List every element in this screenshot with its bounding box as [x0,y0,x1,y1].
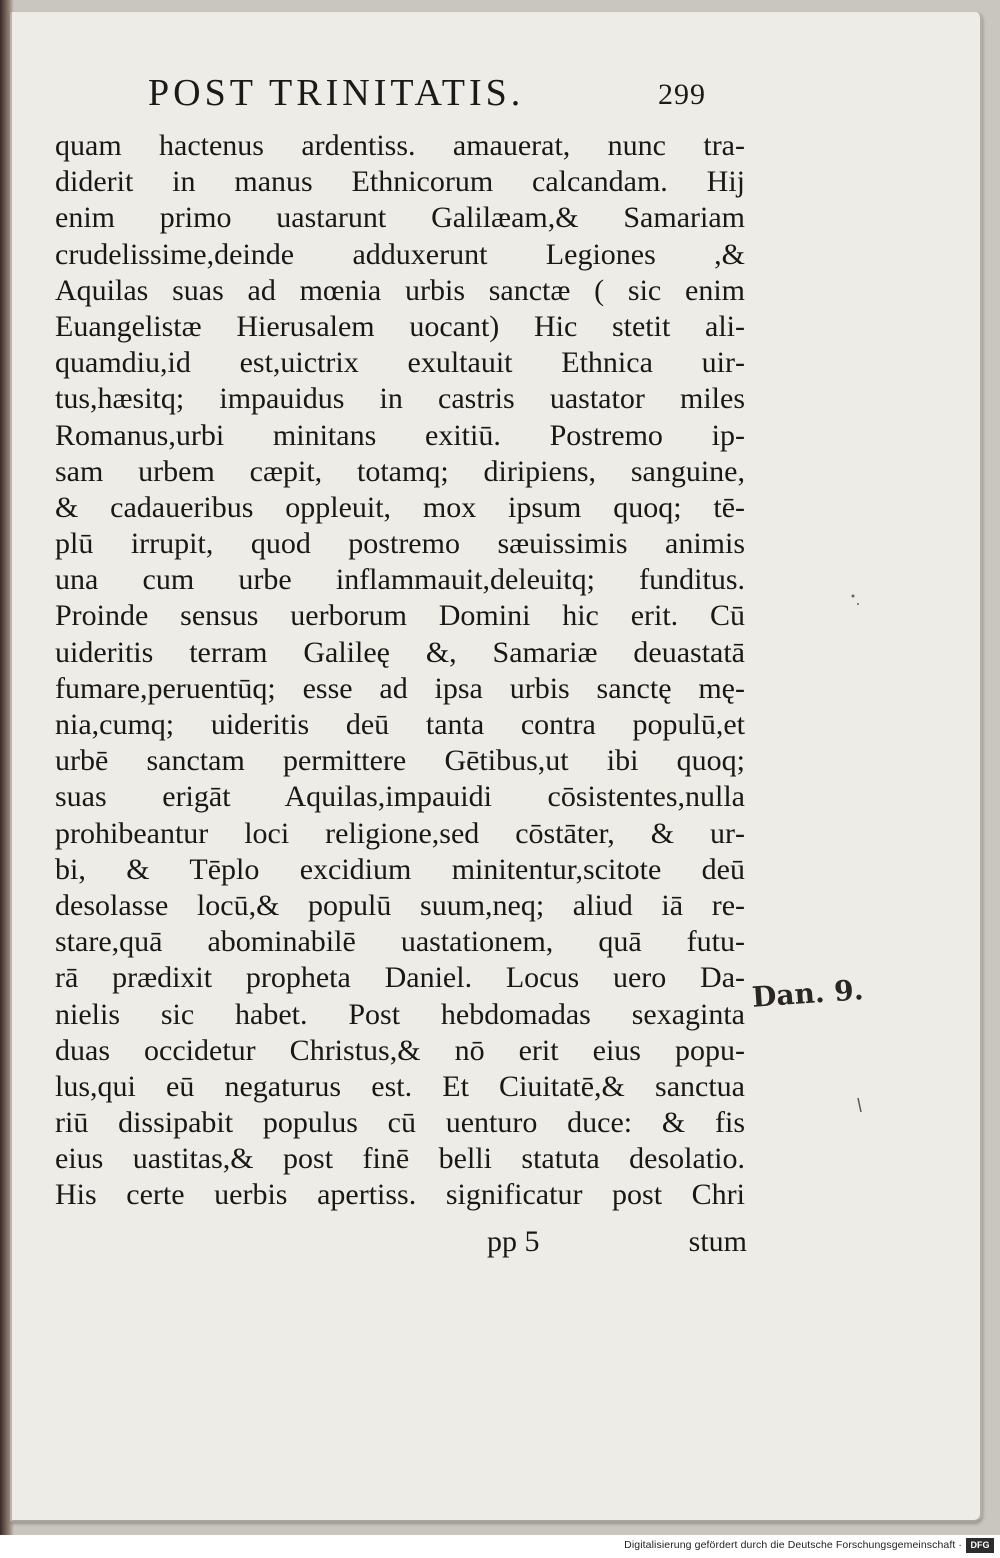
speck [857,603,859,605]
text-line: riū dissipabit populus cū uenturo duce: & fis [55,1106,745,1140]
text-line: quam hactenus ardentiss. amauerat, nunc tra‑ [55,129,745,162]
text-line: Aquilas suas ad mœnia urbis sanctæ ( sic enim [55,273,745,307]
text-line: una cum urbe inflammauit,deleuitq; funditus. [55,563,745,597]
signature-mark: pp 5 [487,1225,540,1258]
page-number: 299 [658,78,706,111]
text-line: crudelissime,deinde adduxerunt Legiones ,& [55,237,745,271]
text-line: duas occidetur Christus,& nō erit eius popu‑ [55,1033,745,1067]
funding-credit: Digitalisierung gefördert durch die Deutsche Forschungsgemeinschaft · [624,1539,962,1551]
text-line: suas erigāt Aquilas,impauidi cōsistentes,nulla [55,780,745,814]
speck [858,1098,861,1112]
text-line: eius uastitas,& post finē belli statuta desolatio. [55,1142,745,1176]
text-line: Romanus,urbi minitans exitiū. Postremo ip‑ [55,418,745,452]
text-line: uideritis terram Galileę &, Samariæ deuastatā [55,635,745,669]
text-line: nielis sic habet. Post hebdomadas sexaginta [55,997,745,1031]
footer-bar [0,1535,1000,1558]
dfg-logo: DFG [966,1538,994,1553]
text-line: Euangelistæ Hierusalem uocant) Hic stetit ali‑ [55,309,745,343]
text-line: prohibeantur loci religione,sed cōstāter, & ur‑ [55,816,745,850]
text-line: tus,hæsitq; impauidus in castris uastator miles [55,382,745,416]
text-line: lus,qui eū negaturus est. Et Ciuitatē,& sanctua [55,1069,745,1103]
text-line: quamdiu,id est,uictrix exultauit Ethnica uir‑ [55,346,745,380]
text-line: diderit in manus Ethnicorum calcandam. Hij [55,165,745,199]
text-line: His certe uerbis apertiss. significatur post Chri [55,1178,745,1212]
text-line: bi, & Tēplo excidium minitentur,scitote deū [55,852,745,886]
text-line: & cadaueribus oppleuit, mox ipsum quoq; tē‑ [55,490,745,524]
text-line: urbē sanctam permittere Gētibus,ut ibi quoq; [55,744,745,778]
speck [852,595,855,598]
text-line: rā prædixit propheta Daniel. Locus uero Da‑ [55,961,745,995]
text-line: sam urbem cæpit, totamq; diripiens, sanguine, [55,454,745,488]
text-line: Proinde sensus uerborum Domini hic erit. Cū [55,599,745,633]
text-line: stare,quā abominabilē uastationem, quā futu‑ [55,925,745,959]
marginal-note: Dan. 9. [750,973,865,1014]
text-line: desolasse locū,& populū suum,neq; aliud iā re‑ [55,888,745,922]
text-line: fumare,peruentūq; esse ad ipsa urbis sanctę mę‑ [55,671,745,705]
running-head: POST TRINITATIS. [148,72,525,114]
catchword: stum [688,1225,747,1258]
text-line: nia,cumq; uideritis deū tanta contra populū,et [55,708,745,741]
text-line: plū irrupit, quod postremo sæuissimis animis [55,527,745,561]
text-line: enim primo uastarunt Galilæam,& Samariam [55,201,745,235]
